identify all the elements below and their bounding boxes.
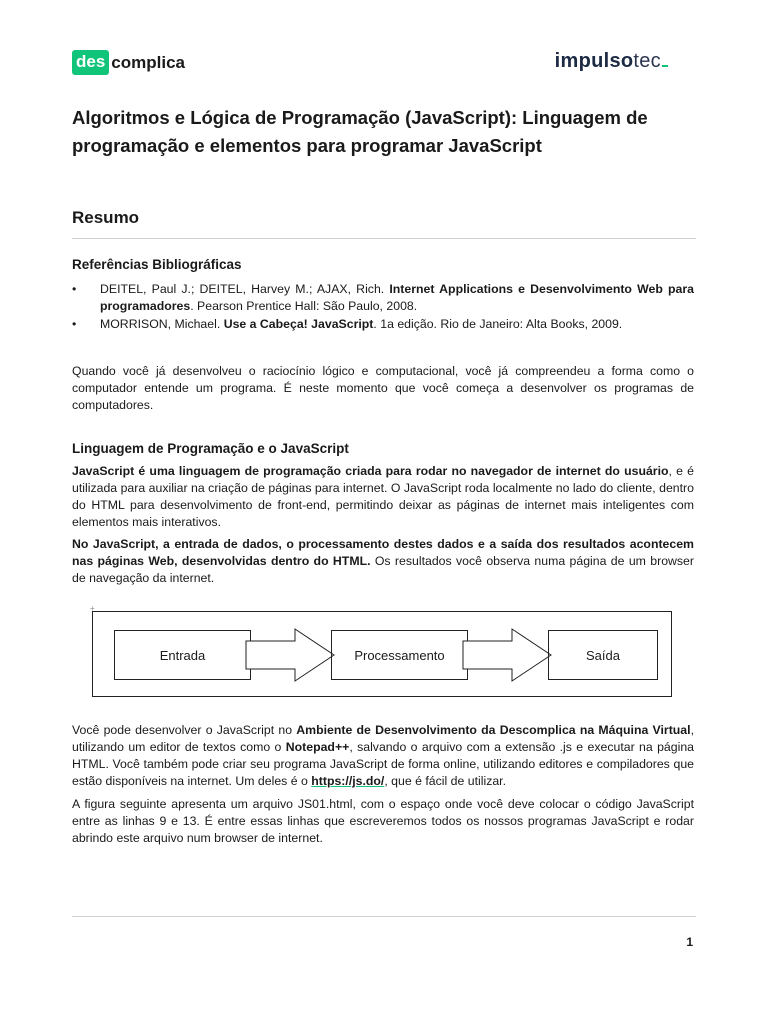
bullet-icon: • [72, 317, 77, 331]
descomplica-logo [72, 50, 185, 75]
reference-title: Internet Applications e Desenvolvimento Web para programadores [100, 282, 694, 313]
data-flow-paragraph [72, 536, 694, 587]
reference-item [72, 316, 694, 333]
env-text: , utilizando um editor de textos como o [72, 723, 694, 754]
reference-publisher: . 1a edição. Rio de Janeiro: Alta Books, 2009. [373, 317, 623, 331]
references-list [72, 281, 694, 334]
jsdo-link[interactable]: https://js.do/ [311, 774, 385, 788]
page-number: 1 [686, 935, 693, 949]
divider-footer [72, 916, 696, 917]
corner-tick-mark: + [90, 604, 95, 613]
env-bold-ambiente: Ambiente de Desenvolvimento da Descomplica na Máquina Virtual [296, 723, 691, 737]
logo-des-badge: des [72, 50, 109, 75]
right-arrow-icon [462, 628, 556, 682]
reference-title: Use a Cabeça! JavaScript [223, 317, 374, 331]
references-heading: Referências Bibliográficas [72, 257, 242, 272]
definition-bold-text: JavaScript é uma linguagem de programação criada para rodar no navegador de internet do usuário [72, 464, 669, 478]
page-header [72, 50, 696, 80]
definition-text: , e é utilizada para auxiliar na criação de páginas para internet. O JavaScript roda localmente no lado do cliente, dentro do HTML para desenvolvimento de front-end, permitindo deixar as páginas de internet mais inteligentes com elementos mais interativos. [72, 464, 694, 529]
document-title: Algoritmos e Lógica de Programação (JavaScript): Linguagem de programação e elementos para programar JavaScript [72, 107, 648, 156]
reference-authors: MORRISON, Michael. [100, 317, 221, 331]
data-flow-text: Os resultados você observa numa página de um browser de navegação da internet. [72, 554, 694, 585]
reference-item [72, 281, 694, 315]
javascript-definition-paragraph [72, 463, 694, 531]
language-heading: Linguagem de Programação e o JavaScript [72, 441, 349, 456]
reference-publisher: . Pearson Prentice Hall: São Paulo, 2008. [190, 299, 418, 313]
intro-paragraph: Quando você já desenvolveu o raciocínio lógico e computacional, você já compreendeu a forma como o computador entende um programa. É neste momento que você começa a desenvolver os programas de computadores. [72, 364, 694, 412]
environment-paragraph [72, 722, 694, 790]
logo-tec-text: tec [633, 50, 661, 72]
divider-top [72, 238, 696, 239]
diagram-box-entrada: Entrada [114, 630, 251, 680]
right-arrow-icon [245, 628, 339, 682]
reference-authors: DEITEL, Paul J.; DEITEL, Harvey M.; AJAX, Rich. [100, 282, 385, 296]
figure-paragraph: A figura seguinte apresenta um arquivo JS01.html, com o espaço onde você deve colocar o código JavaScript entre as linhas 9 e 13. É entre essas linhas que escreveremos todos os nossos programas JavaScript e rodar abrindo este arquivo num browser de internet. [72, 797, 694, 845]
env-text: , salvando o arquivo com a extensão .js e executar na página HTML. Você também pode criar seu programa JavaScript de forma online, utilizando editores e compiladores que estão disponíveis na internet. Um deles é o [72, 740, 695, 788]
logo-complica-text: complica [111, 52, 185, 72]
impulsotec-logo [555, 50, 668, 73]
section-title-resumo: Resumo [72, 208, 140, 227]
env-text: , que é fácil de utilizar. [384, 774, 507, 788]
data-flow-bold-text: No JavaScript, a entrada de dados, o processamento destes dados e a saída dos resultados acontecem nas páginas Web, desenvolvidas dentro do HTML. [72, 537, 694, 568]
diagram-box-processamento: Processamento [331, 630, 468, 680]
io-flow-diagram [92, 611, 672, 697]
env-bold-notepad: Notepad++ [285, 740, 350, 754]
env-text: Você pode desenvolver o JavaScript no [72, 723, 297, 737]
logo-impulso-text: impulso [554, 50, 634, 72]
logo-dash-mark [662, 65, 668, 67]
bullet-icon: • [72, 282, 77, 296]
diagram-box-saida: Saída [548, 630, 658, 680]
